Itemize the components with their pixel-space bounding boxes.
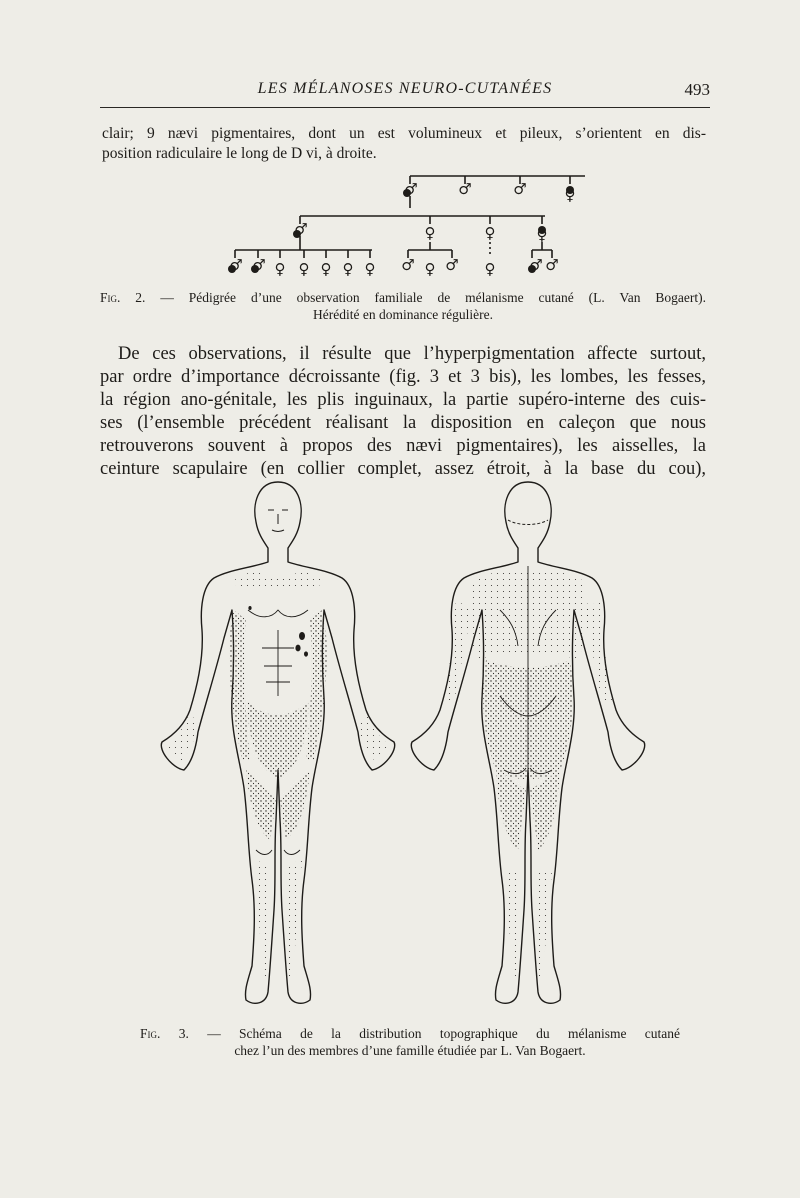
top-paragraph	[102, 124, 706, 164]
svg-text:♂: ♂	[294, 220, 308, 238]
running-title: LES MÉLANOSES NEURO-CUTANÉES	[257, 80, 553, 97]
figure2-caption-line2: Hérédité en dominance régulière.	[313, 307, 493, 322]
male-affected-icon	[403, 180, 418, 198]
female-icon: ♀	[424, 224, 436, 242]
top-paragraph-line: position radiculaire le long de D vi, à droite.	[102, 145, 377, 162]
main-paragraph-line: par ordre d’importance décroissante (fig. 3 et 3 bis), les lombes, les fesses,	[100, 367, 706, 387]
page-number: 493	[684, 80, 710, 99]
back-leg-pigmentation	[504, 870, 552, 980]
front-knee-details	[256, 850, 300, 855]
main-paragraph-line: ses (l’ensemble précédent réalisant la disposition en caleçon que nous	[100, 413, 706, 433]
figure3-caption-line2: chez l’un des membres d’une famille étudiée par L. Van Bogaert.	[234, 1043, 586, 1058]
female-icon: ♀	[320, 260, 332, 278]
figure3-caption	[140, 1025, 680, 1059]
figure2-caption-line1	[100, 289, 706, 306]
svg-text:♂: ♂	[252, 256, 266, 274]
main-paragraph-line: ceinture scapulaire (en collier complet, assez étroit, à la base du cou),	[100, 459, 706, 479]
body-schema-figure	[150, 470, 650, 1018]
front-chest-details	[248, 610, 308, 696]
figure2-caption-text: — Pédigrée d’une observation familiale de mélanisme cutané (L. Van Bogaert).	[160, 290, 706, 305]
pedigree-symbols	[228, 180, 576, 278]
running-head	[100, 80, 710, 104]
figure3-caption-text: — Schéma de la distribution topographique du mélanisme cutané	[207, 1026, 680, 1041]
male-affected-icon	[293, 220, 308, 238]
svg-text:♂: ♂	[529, 256, 543, 274]
male-affected-icon	[251, 256, 266, 274]
male-affected-icon	[228, 256, 243, 274]
front-right-side-pigmentation	[306, 610, 327, 760]
pedigree-figure	[200, 162, 600, 288]
header-rule	[100, 107, 710, 108]
main-paragraph-line: retrouverons souvent à propos des nævi pigmentaires), les aisselles, la	[100, 436, 706, 456]
female-affected-icon	[537, 226, 548, 244]
front-groin-pigmentation	[248, 700, 309, 780]
main-paragraph	[100, 343, 706, 481]
male-icon: ♂	[545, 256, 559, 274]
top-paragraph-line: clair; 9 nævi pigmentaires, dont un est volumineux et pileux, s’orientent en dis-	[102, 125, 706, 142]
front-leg-pigmentation	[254, 860, 302, 980]
female-affected-icon	[528, 256, 543, 274]
female-icon: ♀	[484, 260, 496, 278]
front-view	[161, 482, 394, 1003]
front-collar-pigmentation	[230, 570, 326, 591]
female-affected-icon	[565, 186, 576, 204]
male-icon: ♂	[445, 256, 459, 274]
svg-text:♀: ♀	[536, 226, 548, 244]
female-icon: ♀	[274, 260, 286, 278]
svg-text:♂: ♂	[229, 256, 243, 274]
female-icon: ♀	[424, 260, 436, 278]
back-view	[411, 482, 644, 1003]
figure3-caption-line1	[140, 1025, 680, 1042]
figure2-caption-label: Fig. 2.	[100, 290, 146, 305]
figure3-caption-label: Fig. 3.	[140, 1026, 189, 1041]
front-left-side-pigmentation	[229, 610, 250, 760]
female-icon: ♀	[364, 260, 376, 278]
male-icon: ♂	[401, 256, 415, 274]
front-face-details	[268, 510, 288, 532]
male-icon: ♂	[513, 180, 527, 198]
male-icon: ♂	[458, 180, 472, 198]
svg-text:♂: ♂	[404, 180, 418, 198]
main-paragraph-line: la région ano-génitale, les plis inguinaux, la partie supéro-interne des cuis-	[100, 390, 706, 410]
female-icon: ♀	[298, 260, 310, 278]
female-icon: ♀	[484, 224, 496, 242]
svg-text:♀: ♀	[564, 186, 576, 204]
back-hairline	[508, 520, 548, 525]
female-icon: ♀	[342, 260, 354, 278]
figure2-caption	[100, 289, 706, 323]
main-paragraph-line: De ces observations, il résulte que l’hyperpigmentation affecte surtout,	[118, 344, 706, 364]
